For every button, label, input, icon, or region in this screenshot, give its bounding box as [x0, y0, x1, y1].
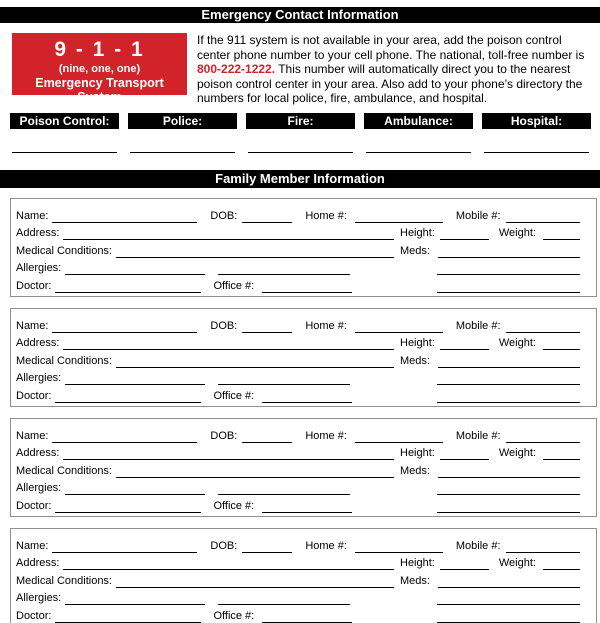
- contact-blank-line-police: [128, 129, 237, 153]
- member-row-address: [16, 553, 580, 571]
- section-header-emergency: [0, 7, 600, 23]
- mobile-phone-field-line: [506, 320, 580, 333]
- height-field-line: [440, 337, 489, 350]
- section-header-family: [0, 170, 600, 188]
- medical-conditions-field-line: [116, 465, 394, 478]
- mobile-phone-field-line: [506, 210, 580, 223]
- contact-label-box-poison-control: [10, 113, 119, 129]
- member-row-address: [16, 443, 580, 461]
- instructions-paragraph: [197, 33, 585, 106]
- home-phone-field-line: [355, 210, 443, 223]
- family-member-block-2: [10, 308, 597, 407]
- height-field-line: [440, 447, 489, 460]
- mobile-phone-field-line: [506, 540, 580, 553]
- meds-label: Meds:: [400, 354, 430, 367]
- member-row-name: [16, 535, 580, 553]
- member-row-allergies: [16, 588, 580, 606]
- family-member-block-1: [10, 198, 597, 297]
- section-header-emergency-title: Emergency Contact Information: [201, 7, 399, 22]
- member-row-medical: [16, 240, 580, 258]
- home-phone-field-line: [355, 430, 443, 443]
- mobile-phone-label: Mobile #:: [455, 209, 501, 222]
- member-row-medical: [16, 350, 580, 368]
- member-row-address: [16, 223, 580, 241]
- contact-blank-line-ambulance: [364, 129, 473, 153]
- member-row-allergies: [16, 478, 580, 496]
- contact-label-box-hospital: [482, 113, 591, 129]
- contact-label-text: Poison Control:: [19, 113, 110, 128]
- home-phone-field-line: [355, 540, 443, 553]
- doctor-label: Doctor:: [16, 609, 52, 622]
- meds-field-line: [438, 575, 580, 588]
- name-field-line: [52, 540, 197, 553]
- member-row-allergies: [16, 258, 580, 276]
- member-row-doctor: [16, 605, 580, 623]
- office-phone-label: Office #:: [213, 389, 255, 402]
- allergies-label: Allergies:: [16, 262, 62, 275]
- info-section: [12, 33, 585, 106]
- meds-field-line: [438, 245, 580, 258]
- contact-label-box-fire: [246, 113, 355, 129]
- dob-field-line: [242, 320, 292, 333]
- office-phone-field-line: [262, 280, 352, 293]
- office-phone-field-line: [262, 610, 352, 623]
- allergies-label: Allergies:: [16, 372, 62, 385]
- dob-label: DOB:: [210, 429, 238, 442]
- allergies-field-line: [65, 262, 205, 275]
- allergies-field-line: [65, 482, 205, 495]
- height-label: Height:: [400, 227, 435, 240]
- allergies-label: Allergies:: [16, 592, 62, 605]
- weight-field-line: [543, 557, 580, 570]
- meds-label: Meds:: [400, 464, 430, 477]
- allergies-label: Allergies:: [16, 482, 62, 495]
- height-field-line: [440, 557, 489, 570]
- allergies-field-line: [65, 372, 205, 385]
- 911-red-box: [12, 33, 187, 104]
- allergies-continuation-line: [218, 482, 350, 495]
- member-row-doctor: [16, 495, 580, 513]
- address-field-line: [63, 447, 394, 460]
- 911-subtitle: Emergency Transport System: [35, 76, 164, 104]
- member-row-doctor: [16, 275, 580, 293]
- contact-label-text: Ambulance:: [384, 113, 453, 128]
- family-member-blocks: [10, 198, 600, 623]
- doctor-field-line: [55, 390, 201, 403]
- 911-words: (nine, one, one): [58, 63, 141, 75]
- address-label: Address:: [16, 337, 60, 350]
- address-field-line: [63, 337, 394, 350]
- medical-conditions-label: Medical Conditions:: [16, 574, 112, 587]
- contact-label-text: Police:: [162, 113, 203, 128]
- meds-continuation-line-1: [437, 482, 580, 495]
- meds-continuation-line-2: [437, 280, 580, 293]
- weight-label: Weight:: [498, 557, 536, 570]
- contact-blank-line: [12, 152, 117, 153]
- address-label: Address:: [16, 227, 60, 240]
- home-phone-label: Home #:: [305, 319, 347, 332]
- contact-blank-lines-row: [10, 129, 591, 153]
- doctor-label: Doctor:: [16, 389, 52, 402]
- weight-label: Weight:: [498, 337, 536, 350]
- weight-label: Weight:: [498, 227, 536, 240]
- address-label: Address:: [16, 557, 60, 570]
- dob-field-line: [242, 540, 292, 553]
- meds-continuation-line-1: [437, 592, 580, 605]
- instructions-text-before: If the 911 system is not available in your area, add the poison control center phone number to your cell phone. The national, toll-free number is: [197, 33, 585, 62]
- member-row-name: [16, 425, 580, 443]
- office-phone-label: Office #:: [213, 279, 255, 292]
- meds-field-line: [438, 465, 580, 478]
- name-field-line: [52, 320, 197, 333]
- name-label: Name:: [16, 319, 49, 332]
- doctor-label: Doctor:: [16, 279, 52, 292]
- weight-field-line: [543, 227, 580, 240]
- name-label: Name:: [16, 209, 49, 222]
- contact-label-text: Hospital:: [510, 113, 563, 128]
- member-row-medical: [16, 460, 580, 478]
- home-phone-label: Home #:: [305, 429, 347, 442]
- doctor-field-line: [55, 500, 201, 513]
- 911-number: 9 - 1 - 1: [54, 38, 145, 61]
- height-label: Height:: [400, 337, 435, 350]
- meds-label: Meds:: [400, 574, 430, 587]
- address-field-line: [63, 557, 394, 570]
- contact-blank-line-fire: [246, 129, 355, 153]
- mobile-phone-label: Mobile #:: [455, 319, 501, 332]
- member-row-address: [16, 333, 580, 351]
- meds-continuation-line-2: [437, 390, 580, 403]
- dob-label: DOB:: [210, 209, 238, 222]
- contact-label-box-police: [128, 113, 237, 129]
- family-member-block-3: [10, 418, 597, 517]
- contact-label-text: Fire:: [287, 113, 314, 128]
- name-label: Name:: [16, 539, 49, 552]
- section-header-family-title: Family Member Information: [215, 170, 385, 186]
- member-row-name: [16, 205, 580, 223]
- name-field-line: [52, 210, 197, 223]
- dob-field-line: [242, 210, 292, 223]
- weight-field-line: [543, 447, 580, 460]
- height-label: Height:: [400, 447, 435, 460]
- meds-field-line: [438, 355, 580, 368]
- contact-label-box-ambulance: [364, 113, 473, 129]
- contact-labels-row: [10, 113, 591, 129]
- instructions-text-after: This number will automatically direct you to the nearest poison control center in your area. Also add to your phone’s directory the numbers for local police, fire, ambulance, and hospital.: [197, 62, 583, 106]
- family-member-block-4: [10, 528, 597, 623]
- medical-conditions-label: Medical Conditions:: [16, 354, 112, 367]
- mobile-phone-field-line: [506, 430, 580, 443]
- office-phone-label: Office #:: [213, 499, 255, 512]
- allergies-continuation-line: [218, 262, 350, 275]
- meds-continuation-line-1: [437, 262, 580, 275]
- contact-blank-line: [484, 152, 589, 153]
- member-row-doctor: [16, 385, 580, 403]
- height-field-line: [440, 227, 489, 240]
- weight-label: Weight:: [498, 447, 536, 460]
- weight-field-line: [543, 337, 580, 350]
- medical-conditions-label: Medical Conditions:: [16, 244, 112, 257]
- name-label: Name:: [16, 429, 49, 442]
- mobile-phone-label: Mobile #:: [455, 539, 501, 552]
- name-field-line: [52, 430, 197, 443]
- member-row-allergies: [16, 368, 580, 386]
- home-phone-label: Home #:: [305, 209, 347, 222]
- address-field-line: [63, 227, 394, 240]
- office-phone-label: Office #:: [213, 609, 255, 622]
- dob-field-line: [242, 430, 292, 443]
- medical-conditions-field-line: [116, 245, 394, 258]
- poison-control-phone-number: 800-222-1222.: [197, 62, 276, 77]
- dob-label: DOB:: [210, 319, 238, 332]
- medical-conditions-field-line: [116, 355, 394, 368]
- height-label: Height:: [400, 557, 435, 570]
- member-row-medical: [16, 570, 580, 588]
- address-label: Address:: [16, 447, 60, 460]
- meds-continuation-line-2: [437, 610, 580, 623]
- member-row-name: [16, 315, 580, 333]
- doctor-field-line: [55, 280, 201, 293]
- doctor-field-line: [55, 610, 201, 623]
- medical-conditions-field-line: [116, 575, 394, 588]
- allergies-continuation-line: [218, 372, 350, 385]
- doctor-label: Doctor:: [16, 499, 52, 512]
- meds-label: Meds:: [400, 244, 430, 257]
- contact-blank-line-hospital: [482, 129, 591, 153]
- home-phone-field-line: [355, 320, 443, 333]
- meds-continuation-line-1: [437, 372, 580, 385]
- office-phone-field-line: [262, 500, 352, 513]
- contact-blank-line-poison-control: [10, 129, 119, 153]
- contact-blank-line: [248, 152, 353, 153]
- medical-conditions-label: Medical Conditions:: [16, 464, 112, 477]
- allergies-field-line: [65, 592, 205, 605]
- dob-label: DOB:: [210, 539, 238, 552]
- contact-blank-line: [130, 152, 235, 153]
- mobile-phone-label: Mobile #:: [455, 429, 501, 442]
- allergies-continuation-line: [218, 592, 350, 605]
- contact-blank-line: [366, 152, 471, 153]
- office-phone-field-line: [262, 390, 352, 403]
- home-phone-label: Home #:: [305, 539, 347, 552]
- meds-continuation-line-2: [437, 500, 580, 513]
